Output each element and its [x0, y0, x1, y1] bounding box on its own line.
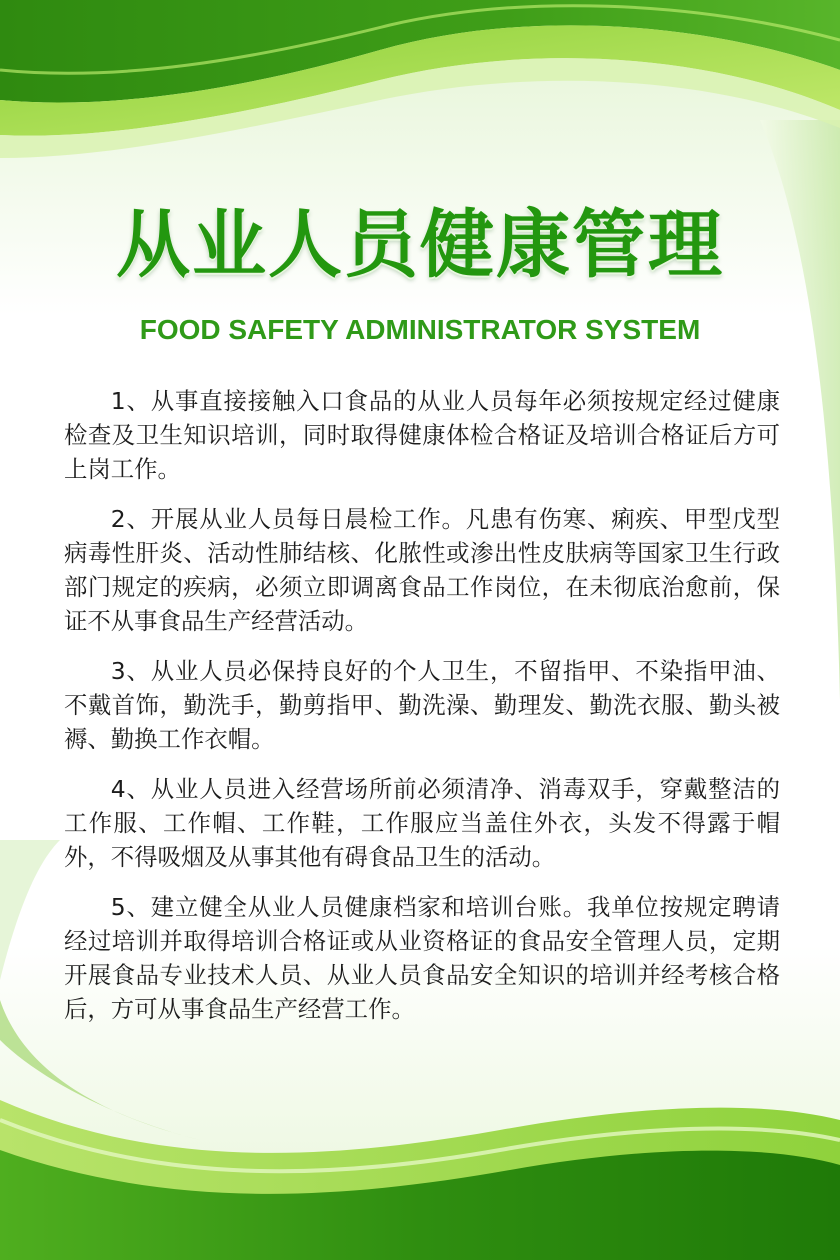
regulation-list — [64, 384, 780, 1042]
poster-subtitle: FOOD SAFETY ADMINISTRATOR SYSTEM — [139, 314, 701, 345]
regulation-item-5: 5、建立健全从业人员健康档家和培训台账。我单位按规定聘请经过培训并取得培训合格证或从业资格证的食品安全管理人员，定期开展食品专业技术人员、从业人员食品安全知识的培训并经考核合格后，方可从事食品生产经营工作。 — [64, 893, 780, 1023]
regulation-item-4: 4、从业人员进入经营场所前必须清净、消毒双手，穿戴整洁的工作服、工作帽、工作鞋，工作服应当盖住外衣，头发不得露于帽外，不得吸烟及从事其他有碍食品卫生的活动。 — [64, 775, 780, 871]
regulation-item-3: 3、从业人员必保持良好的个人卫生，不留指甲、不染指甲油、不戴首饰，勤洗手，勤剪指甲、勤洗澡、勤理发、勤洗衣服、勤头被褥、勤换工作衣帽。 — [64, 657, 780, 753]
regulation-item-2: 2、开展从业人员每日晨检工作。凡患有伤寒、痢疾、甲型戊型病毒性肝炎、活动性肺结核、化脓性或渗出性皮肤病等国家卫生行政部门规定的疾病，必须立即调离食品工作岗位，在未彻底治愈前，保证不从事食品生产经营活动。 — [64, 505, 780, 635]
regulation-item-1: 1、从事直接接触入口食品的从业人员每年必须按规定经过健康检查及卫生知识培训，同时取得健康体检合格证及培训合格证后方可上岗工作。 — [64, 387, 780, 483]
poster-title: 从业人员健康管理 — [116, 202, 724, 288]
